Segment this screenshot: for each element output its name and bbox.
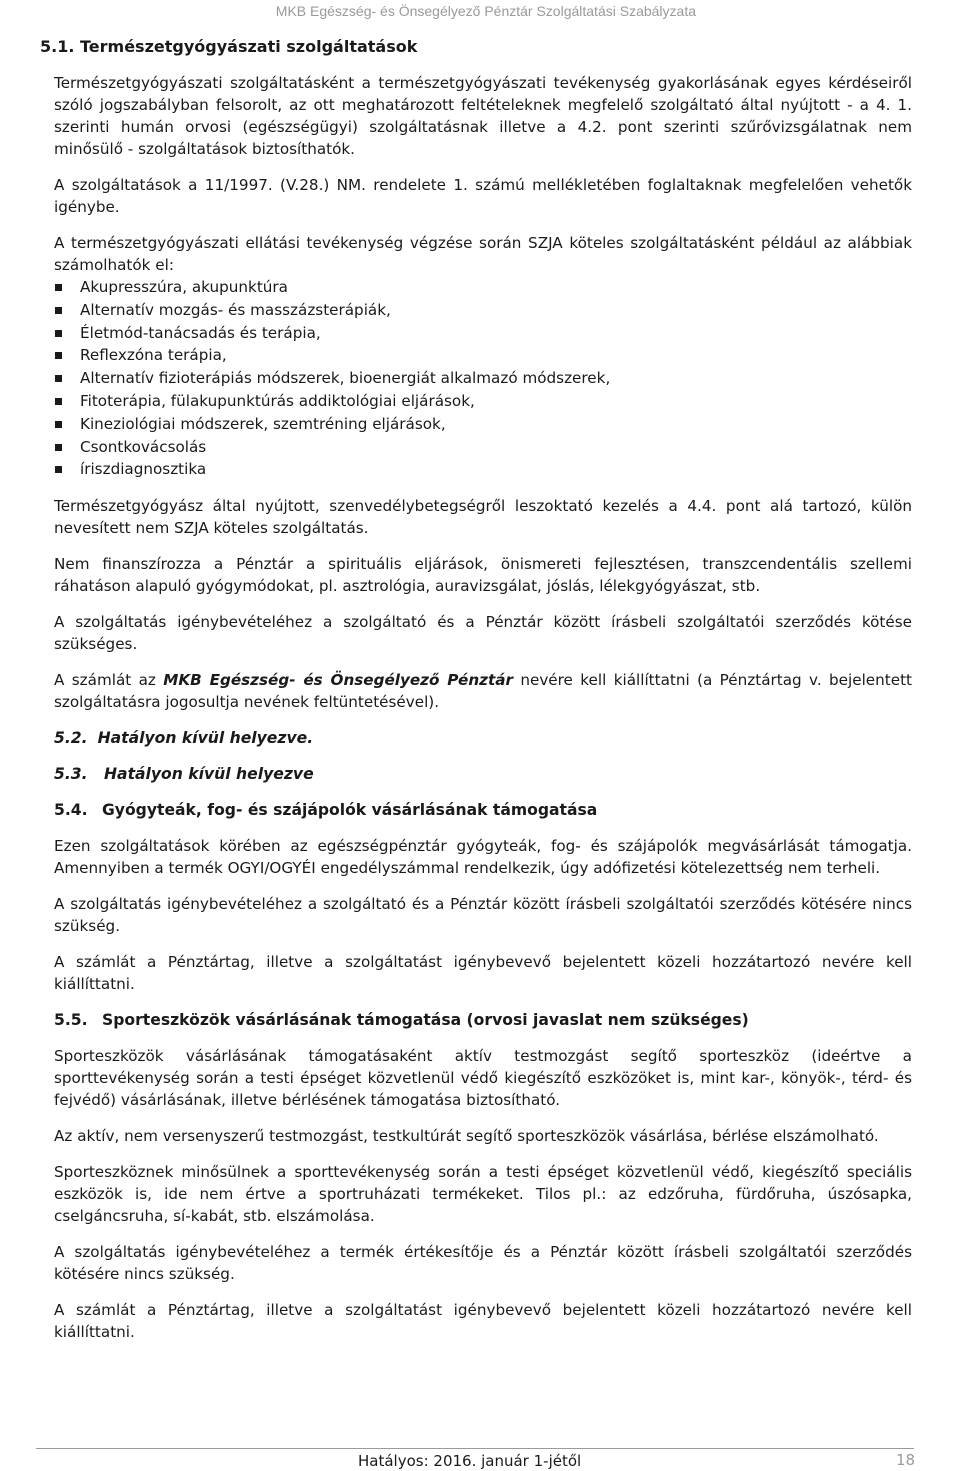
section-5-5-heading — [54, 1009, 912, 1031]
section-5-4-paragraph-2: A szolgáltatás igénybevételéhez a szolgáltató és a Pénztár között írásbeli szolgáltatói szerződés kötésére nincs szükség. — [54, 895, 912, 936]
section-5-1-paragraph-7 — [54, 669, 912, 713]
therapy-list-item: Kineziológiai módszerek, szemtréning eljárások, — [54, 413, 912, 436]
therapy-list-item: íriszdiagnosztika — [54, 458, 912, 481]
section-5-4-paragraph-3: A számlát a Pénztártag, illetve a szolgáltatást igénybevevő bejelentett közeli hozzátartozó nevére kell kiállíttatni. — [54, 953, 912, 994]
fund-name: MKB Egészség- és Önsegélyező Pénztár — [163, 671, 513, 690]
section-5-2-heading — [54, 727, 912, 749]
invoice-text-end: nevére kell kiállíttatni (a Pénztártag v. bejelentett szolgáltatásra jogosultja nevének feltüntetésével). — [54, 671, 912, 712]
section-5-5-paragraph-5: A számlát a Pénztártag, illetve a szolgáltatást igénybevevő bejelentett közeli hozzátartozó nevére kell kiállíttatni. — [54, 1301, 912, 1342]
page-number: 18 — [896, 1451, 916, 1469]
therapy-list-item: Csontkovácsolás — [54, 436, 912, 459]
document-body — [40, 36, 912, 1357]
section-5-1-paragraph-1: Természetgyógyászati szolgáltatásként a természetgyógyászati tevékenység gyakorlásának egyes kérdéseiről szóló jogszabályban felsorolt, az ott meghatározott feltételeknek megfelelő szolgáltató által nyújtott - a 4. 1. szerinti humán orvosi (egészségügyi) szolgáltatásnak illetve a 4.2. pont szerinti szűrővizsgálatnak nem minősülő - szolgáltatások biztosíthatók. — [54, 74, 912, 158]
section-5-3-number: 5.3. — [54, 765, 88, 784]
invoice-text-start: A számlát az — [54, 671, 164, 690]
therapy-list-item: Fitoterápia, fülakupunktúrás addiktológiai eljárások, — [54, 390, 912, 413]
section-5-1-paragraph-4: Természetgyógyász által nyújtott, szenvedélybetegségről leszoktató kezelés a 4.4. pont alá tartozó, külön nevesített nem SZJA köteles szolgáltatás. — [54, 497, 912, 538]
section-5-2-number: 5.2. — [54, 729, 88, 748]
document-header: MKB Egészség- és Önsegélyező Pénztár Szolgáltatási Szabályzata — [275, 3, 696, 19]
therapy-list-item: Akupresszúra, akupunktúra — [54, 276, 912, 299]
section-5-5-paragraph-4: A szolgáltatás igénybevételéhez a termék értékesítője és a Pénztár között írásbeli szolgáltatói szerződés kötésére nincs szükség. — [54, 1243, 912, 1284]
section-5-3-heading — [54, 763, 912, 785]
section-5-1-paragraph-5: Nem finanszírozza a Pénztár a spirituális eljárások, önismereti fejlesztésen, transzcendentális szellemi ráhatáson alapuló gyógymódokat, pl. asztrológia, auravizsgálat, jóslás, lélekgyógyászat, stb. — [54, 555, 912, 596]
section-5-1-paragraph-2: A szolgáltatások a 11/1997. (V.28.) NM. rendelete 1. számú mellékletében foglaltaknak megfelelően vehetők igénybe. — [54, 176, 912, 216]
section-5-5-number: 5.5. — [54, 1011, 88, 1030]
footer-divider — [36, 1448, 914, 1449]
footer-effective-date: Hatályos: 2016. január 1-jétől — [358, 1452, 582, 1470]
section-5-4-title: Gyógyteák, fog- és szájápolók vásárlásának támogatása — [102, 801, 598, 820]
section-5-5-paragraph-3: Sporteszköznek minősülnek a sporttevékenység során a testi épséget közvetlenül védő, kiegészítő speciális eszközök is, ide nem értve a sportruházati termékeket. Tilos pl.: az edzőruha, fürdőruha, úszósapka, cselgáncsruha, sí-kabát, stb. elszámolása. — [54, 1163, 912, 1226]
section-5-3-title: Hatályon kívül helyezve — [104, 765, 314, 784]
section-5-2-title: Hatályon kívül helyezve. — [97, 729, 314, 748]
section-5-4-paragraph-1: Ezen szolgáltatások körében az egészségpénztár gyógyteák, fog- és szájápolók megvásárlását támogatja. Amennyiben a termék OGYI/OGYÉI engedélyszámmal rendelkezik, úgy adófizetési kötelezettség nem terheli. — [54, 837, 912, 878]
therapy-list-item: Alternatív fizioterápiás módszerek, bioenergiát alkalmazó módszerek, — [54, 367, 912, 390]
section-5-1-paragraph-3: A természetgyógyászati ellátási tevékenység végzése során SZJA köteles szolgáltatásként például az alábbiak számolhatók el: — [54, 234, 912, 274]
section-5-4-number: 5.4. — [54, 801, 88, 820]
therapy-list-item: Életmód-tanácsadás és terápia, — [54, 322, 912, 345]
section-5-5-paragraph-1: Sporteszközök vásárlásának támogatásaként aktív testmozgást segítő sporteszköz (ideértve a sporttevékenység során a testi épséget közvetlenül védő kiegészítő eszközöket is, mint kar-, könyök-, térd- és fejvédő) vásárlásának, illetve bérlésének támogatása biztosítható. — [54, 1047, 912, 1110]
section-5-4-heading — [54, 799, 912, 821]
section-5-5-title: Sporteszközök vásárlásának támogatása (orvosi javaslat nem szükséges) — [102, 1011, 749, 1030]
section-5-5-paragraph-2: Az aktív, nem versenyszerű testmozgást, testkultúrát segítő sporteszközök vásárlása, bérlése elszámolható. — [54, 1127, 879, 1146]
section-5-1-paragraph-6: A szolgáltatás igénybevételéhez a szolgáltató és a Pénztár között írásbeli szolgáltatói szerződés kötése szükséges. — [54, 613, 912, 654]
therapy-list — [54, 276, 912, 481]
therapy-list-item: Reflexzóna terápia, — [54, 344, 912, 367]
therapy-list-item: Alternatív mozgás- és masszázsterápiák, — [54, 299, 912, 322]
section-5-1-title: 5.1. Természetgyógyászati szolgáltatások — [40, 37, 418, 56]
